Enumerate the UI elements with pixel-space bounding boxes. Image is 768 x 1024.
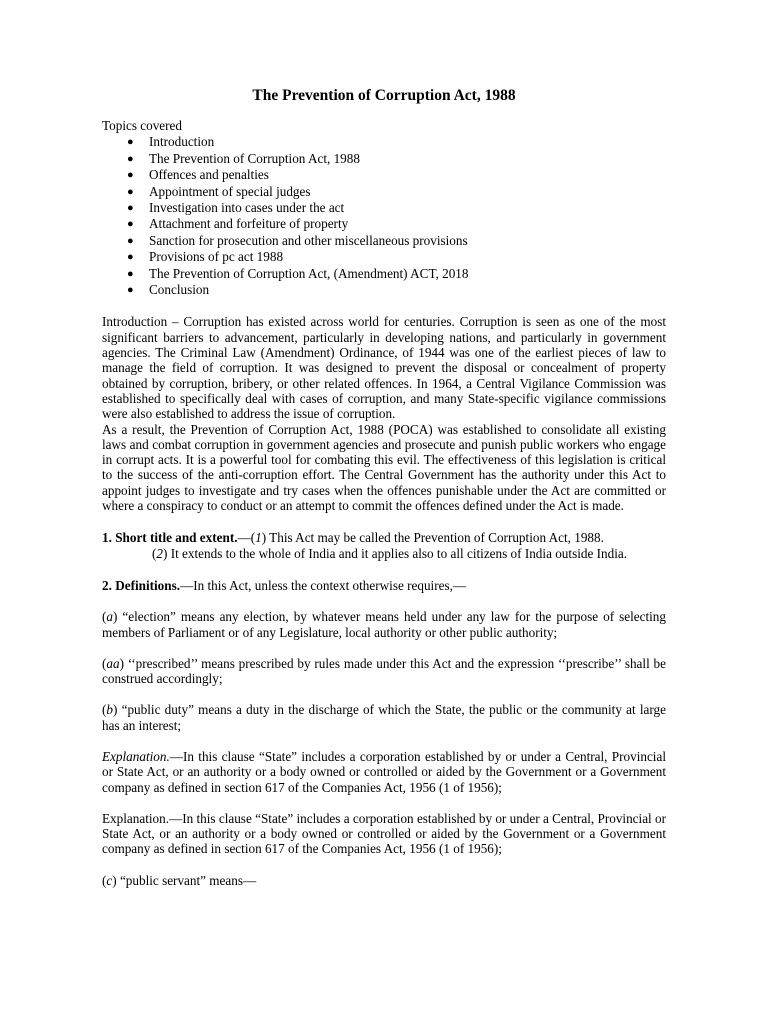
section-2-definitions: 2. Definitions.—In this Act, unless the context otherwise requires,— <box>102 577 467 593</box>
bullet-icon: ● <box>127 284 134 297</box>
bullet-icon: ● <box>127 169 134 182</box>
bullet-icon: ● <box>127 202 134 215</box>
list-item: ● The Prevention of Corruption Act, 1988 <box>127 150 360 166</box>
definition-aa: (aa) ‘‘prescribed’’ means prescribed by rules made under this Act and the expression ‘‘prescribe’’ shall be construed accordingly; <box>102 655 666 687</box>
list-item: ● Attachment and forfeiture of property <box>127 216 349 232</box>
definition-b: (b) “public duty” means a duty in the discharge of which the State, the public or the community at large has an interest; <box>102 702 666 733</box>
bullet-icon: ● <box>127 152 134 165</box>
list-item: ● Conclusion <box>127 282 210 298</box>
list-item: ● Provisions of pc act 1988 <box>127 249 284 265</box>
intro-paragraph-1: Introduction – Corruption has existed across world for centuries. Corruption is seen as one of the most significant barriers to advancement, particularly in developing nations, and particularly in government agencies. The Criminal Law (Amendment) Ordinance, of 1944 was one of the earliest pieces of law to manage the field of corruption. It was designed to prevent the disposal or concealment of property obtained by corruption, bribery, or other related offences. In 1964, a Central Vigilance Commission was established to specifically deal with cases of corruption, and many State-specific vigilance commissions were also established to address the issue of corruption. <box>102 314 666 422</box>
list-item: ● The Prevention of Corruption Act, (Amendment) ACT, 2018 <box>127 265 469 281</box>
intro-paragraph-2: As a result, the Prevention of Corruption Act, 1988 (POCA) was established to consolidate all existing laws and combat corruption in government agencies and prosecute and punish public workers who engage in corrupt acts. It is a powerful tool for combating this evil. The effectiveness of this legislation is critical to the success of the anti-corruption effort. The Central Government has the authority under this Act to appoint judges to investigate and try cases when the offences punishable under the Act are committed or where a conspiracy to conduct or an attempt to commit the offences defined under the Act is made. <box>102 421 666 514</box>
explanation-2: Explanation.—In this clause “State” includes a corporation established by or under a Central, Provincial or State Act, or an authority or a body owned or controlled or aided by the Government or a Government company as defined in section 617 of the Companies Act, 1956 (1 of 1956); <box>102 810 666 857</box>
topics-list <box>102 134 666 298</box>
section-2-heading: 2. Definitions. <box>102 577 181 593</box>
bullet-icon: ● <box>127 185 134 198</box>
definition-a: (a) “election” means any election, by whatever means held under any law for the purpose of selecting members of Parliament or of any Legislature, local authority or other public authority; <box>102 609 666 640</box>
document-title: The Prevention of Corruption Act, 1988 <box>252 87 516 104</box>
section-1-short-title: 1. Short title and extent.—(1) This Act may be called the Prevention of Corruption Act, 1988. <box>102 530 604 546</box>
list-item: ● Sanction for prosecution and other miscellaneous provisions <box>127 232 468 248</box>
bullet-icon: ● <box>127 251 134 264</box>
topics-heading: Topics covered <box>102 118 182 133</box>
section-1-extent: (2) It extends to the whole of India and it applies also to all citizens of India outside India. <box>152 545 628 561</box>
bullet-icon: ● <box>127 136 134 149</box>
section-1-heading: 1. Short title and extent. <box>102 530 238 546</box>
list-item: ● Appointment of special judges <box>127 183 311 199</box>
list-item: ● Investigation into cases under the act <box>127 200 345 216</box>
explanation-1: Explanation.—In this clause “State” includes a corporation established by or under a Central, Provincial or State Act, or an authority or a body owned or controlled or aided by the Government or a Government company as defined in section 617 of the Companies Act, 1956 (1 of 1956); <box>102 749 666 795</box>
bullet-icon: ● <box>127 267 134 280</box>
bullet-icon: ● <box>127 218 134 231</box>
definition-c: (c) “public servant” means— <box>102 872 257 888</box>
bullet-icon: ● <box>127 234 134 247</box>
list-item: ● Introduction <box>127 134 215 150</box>
list-item: ● Offences and penalties <box>127 167 269 183</box>
